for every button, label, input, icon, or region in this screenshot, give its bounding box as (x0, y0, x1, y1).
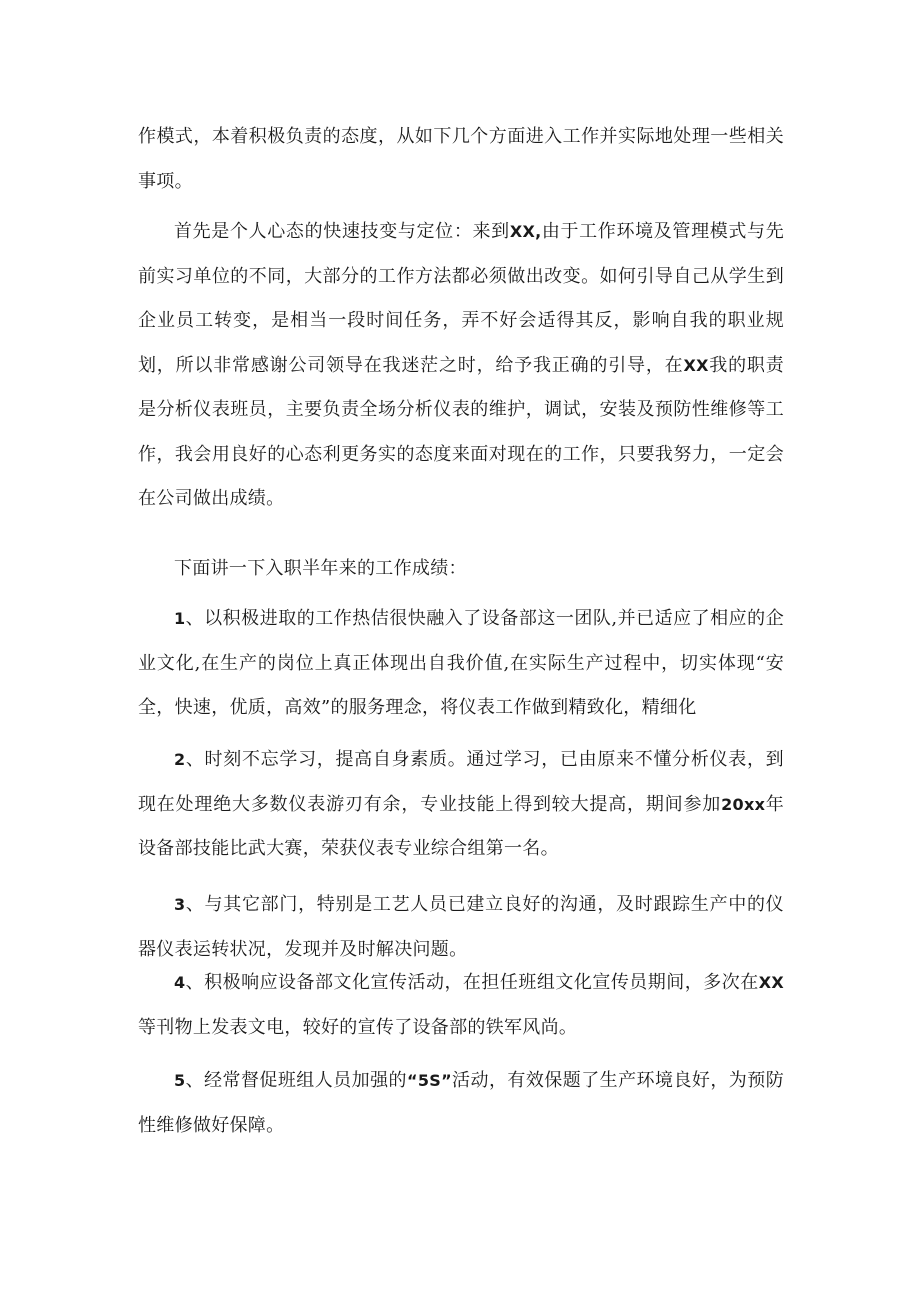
item-text: 、与其它部门，特别是工艺人员已建立良好的沟通，及时跟踪生产中的仪器仪表运转状况，发现并及时解决问题。 (138, 894, 784, 960)
item-text-b: 等刊物上发表文电，较好的宣传了设备部的铁军风尚。 (138, 1016, 578, 1038)
placeholder-xx-1: XX, (509, 222, 542, 241)
item-text-b: 年设备部技能比武大赛，荣获仪表专业综合组第一名。 (138, 793, 784, 859)
list-item-3 (138, 883, 784, 972)
item-text-a: 、积极响应设备部文化宣传活动，在担任班组文化宣传员期间，多次在 (185, 972, 759, 993)
paragraph-first-text-1: 首先是个人心态的快速技变与定位：来到 (174, 221, 510, 242)
list-item-4 (138, 961, 784, 1050)
list-item-5 (138, 1059, 784, 1148)
paragraph-intro-text: 作模式，本着积极负责的态度，从如下几个方面进入工作并实际地处理一些相关事项。 (138, 126, 784, 192)
paragraph-first-text-3: 我的职责是分析仪表班员，主要负责全场分析仪表的维护，调试，安装及预防性维修等工作，我会用良好的心态利更务实的态度来面对现在的工作，只要我努力，一定会在公司做出成绩。 (138, 354, 785, 509)
year-placeholder: 20xx (721, 794, 766, 814)
item-text-a: 、经常督促班组人员加强的 (185, 1070, 407, 1091)
item-number: 2 (174, 750, 186, 769)
item-number: 1 (174, 609, 186, 628)
item-text-a: 、时刻不忘学习，提高自身素质。通过学习，已由原来不懂分析仪表，到现在处理绝大多数仪表游刃有余，专业技能上得到较大提高，期间参加 (138, 749, 784, 815)
item-number: 3 (174, 895, 186, 914)
paragraph-first-text-2: 由于工作环境及管理模式与先前实习单位的不同，大部分的工作方法都必须做出改变。如何引导自己从学生到企业员工转变，是相当一段时间任务，弄不好会适得其反，影响自我的职业规划，所以非常感谢公司领导在我迷茫之时，给予我正确的引导，在 (138, 221, 784, 376)
item-text: 、以积极进取的工作热佶很快融入了设备部这一团队,并已适应了相应的企业文化,在生产的岗位上真正体现出自我价值,在实际生产过程中，切实体现“安全，快速，优质，高效”的服务理念，将仪表工作做到精致化，精细化 (138, 608, 784, 718)
paragraph-next-text: 下面讲一下入职半年来的工作成绩： (174, 558, 467, 579)
list-item-1 (138, 597, 784, 731)
5s-label: “5S” (407, 1071, 452, 1090)
list-item-2 (138, 738, 784, 872)
placeholder-xx: XX (758, 973, 784, 992)
item-number: 5 (174, 1071, 186, 1090)
placeholder-xx-2: XX (683, 355, 709, 375)
paragraph-first (138, 210, 784, 522)
item-text-b: 活动，有效保题了生产环境良好，为预防性维修做好保障。 (138, 1070, 784, 1136)
paragraph-next (138, 547, 784, 592)
item-number: 4 (174, 973, 186, 992)
paragraph-intro (138, 115, 784, 204)
